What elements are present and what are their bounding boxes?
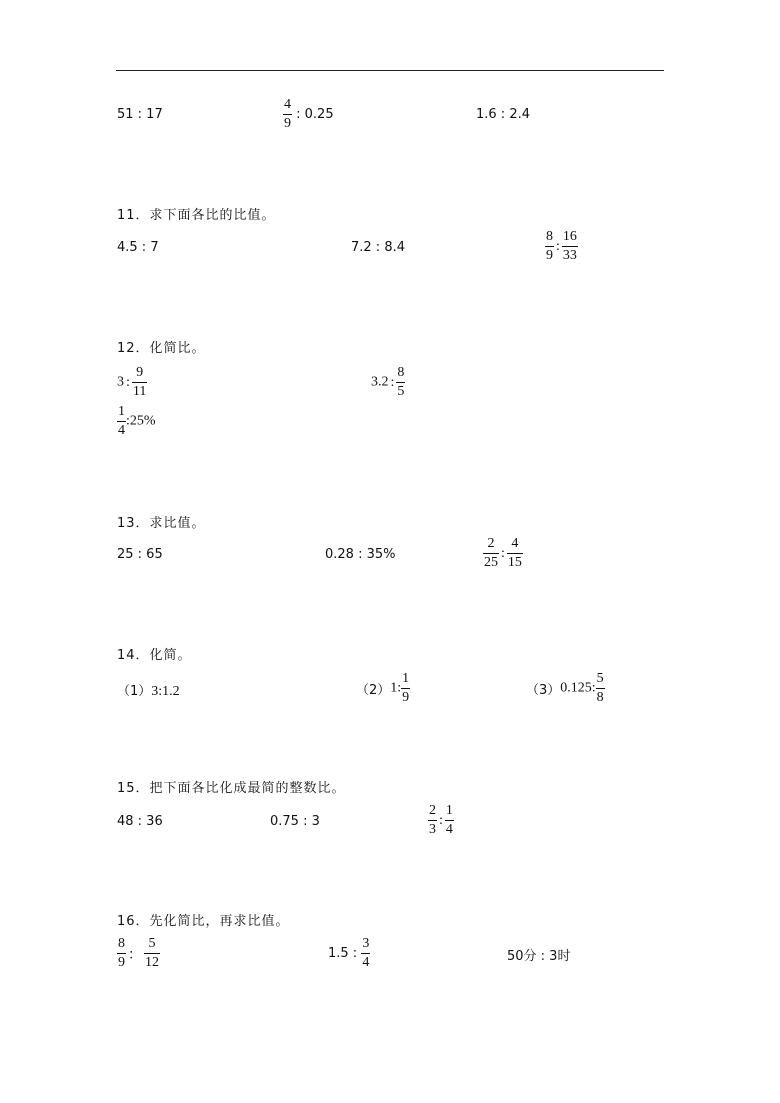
q15-ratio-a: 48 : 36 bbox=[117, 814, 163, 829]
question-16-title: 16．先化简比，再求比值。 bbox=[117, 914, 290, 929]
fraction: $\frac{2}{3}$ bbox=[429, 803, 436, 837]
fraction: $\frac{3}{4}$ bbox=[362, 936, 370, 970]
fraction: $\frac{2}{25}$ bbox=[484, 536, 498, 570]
q12-ratio-b: 3.2 : $\frac{8}{5}$ bbox=[371, 365, 405, 399]
fraction: $\frac{5}{8}$ bbox=[596, 671, 604, 705]
ratio-51-17: 51 : 17 bbox=[117, 107, 163, 122]
fraction: $\frac{1}{9}$ bbox=[402, 671, 410, 705]
q12-ratio-c: $\frac{1}{4}$ :25% bbox=[118, 404, 156, 438]
q13-ratio-b: 0.28 : 35% bbox=[325, 547, 396, 562]
fraction: $\frac{9}{11}$ bbox=[132, 365, 147, 399]
fraction: $\frac{8}{5}$ bbox=[397, 365, 405, 399]
ratio-1.6-2.4: 1.6 : 2.4 bbox=[476, 107, 530, 122]
fraction: $\frac{8}{9}$ bbox=[546, 229, 553, 263]
q14-item-1: （1）3:1.2 bbox=[117, 684, 180, 699]
q11-ratio-a: 4.5 : 7 bbox=[117, 240, 159, 255]
q16-ratio-b: 1.5 : $\frac{3}{4}$ bbox=[328, 936, 370, 970]
header-rule bbox=[116, 70, 664, 71]
fraction: $\frac{16}{33}$ bbox=[562, 229, 577, 263]
q11-ratio-b: 7.2 : 8.4 bbox=[351, 240, 405, 255]
q14-item-2: （2）1: $\frac{1}{9}$ bbox=[356, 671, 410, 705]
question-14-title: 14．化简。 bbox=[117, 648, 192, 663]
ratio-4-9-to-0.25 bbox=[283, 98, 334, 131]
q15-ratio-c: $\frac{2}{3}$ : $\frac{1}{4}$ bbox=[429, 803, 453, 837]
question-15-title: 15．把下面各比化成最简的整数比。 bbox=[117, 781, 346, 796]
fraction: $\frac{4}{9}$ bbox=[284, 97, 291, 131]
q13-ratio-a: 25 : 65 bbox=[117, 547, 163, 562]
q12-ratio-a: 3 : $\frac{9}{11}$ bbox=[117, 365, 147, 399]
fraction: $\frac{8}{9}$ bbox=[118, 936, 125, 970]
fraction: $\frac{1}{4}$ bbox=[118, 404, 125, 438]
q16-ratio-a: $\frac{8}{9}$ ： $\frac{5}{12}$ bbox=[118, 936, 159, 970]
q15-ratio-b: 0.75 : 3 bbox=[270, 814, 320, 829]
fraction: $\frac{5}{12}$ bbox=[145, 936, 159, 970]
q11-ratio-c: $\frac{8}{9}$ : $\frac{16}{33}$ bbox=[546, 229, 577, 263]
q14-item-3: （3）0.125: $\frac{5}{8}$ bbox=[526, 671, 604, 705]
question-12-title: 12．化简比。 bbox=[117, 341, 206, 356]
q16-ratio-c: 50分 : 3时 bbox=[507, 949, 571, 964]
ratio-rest: : 0.25 bbox=[292, 107, 334, 122]
q13-ratio-c: $\frac{2}{25}$ : $\frac{4}{15}$ bbox=[484, 536, 522, 570]
fraction: $\frac{1}{4}$ bbox=[445, 803, 453, 837]
question-11-title: 11．求下面各比的比值。 bbox=[117, 208, 276, 223]
fraction: $\frac{4}{15}$ bbox=[507, 536, 522, 570]
question-13-title: 13．求比值。 bbox=[117, 516, 206, 531]
